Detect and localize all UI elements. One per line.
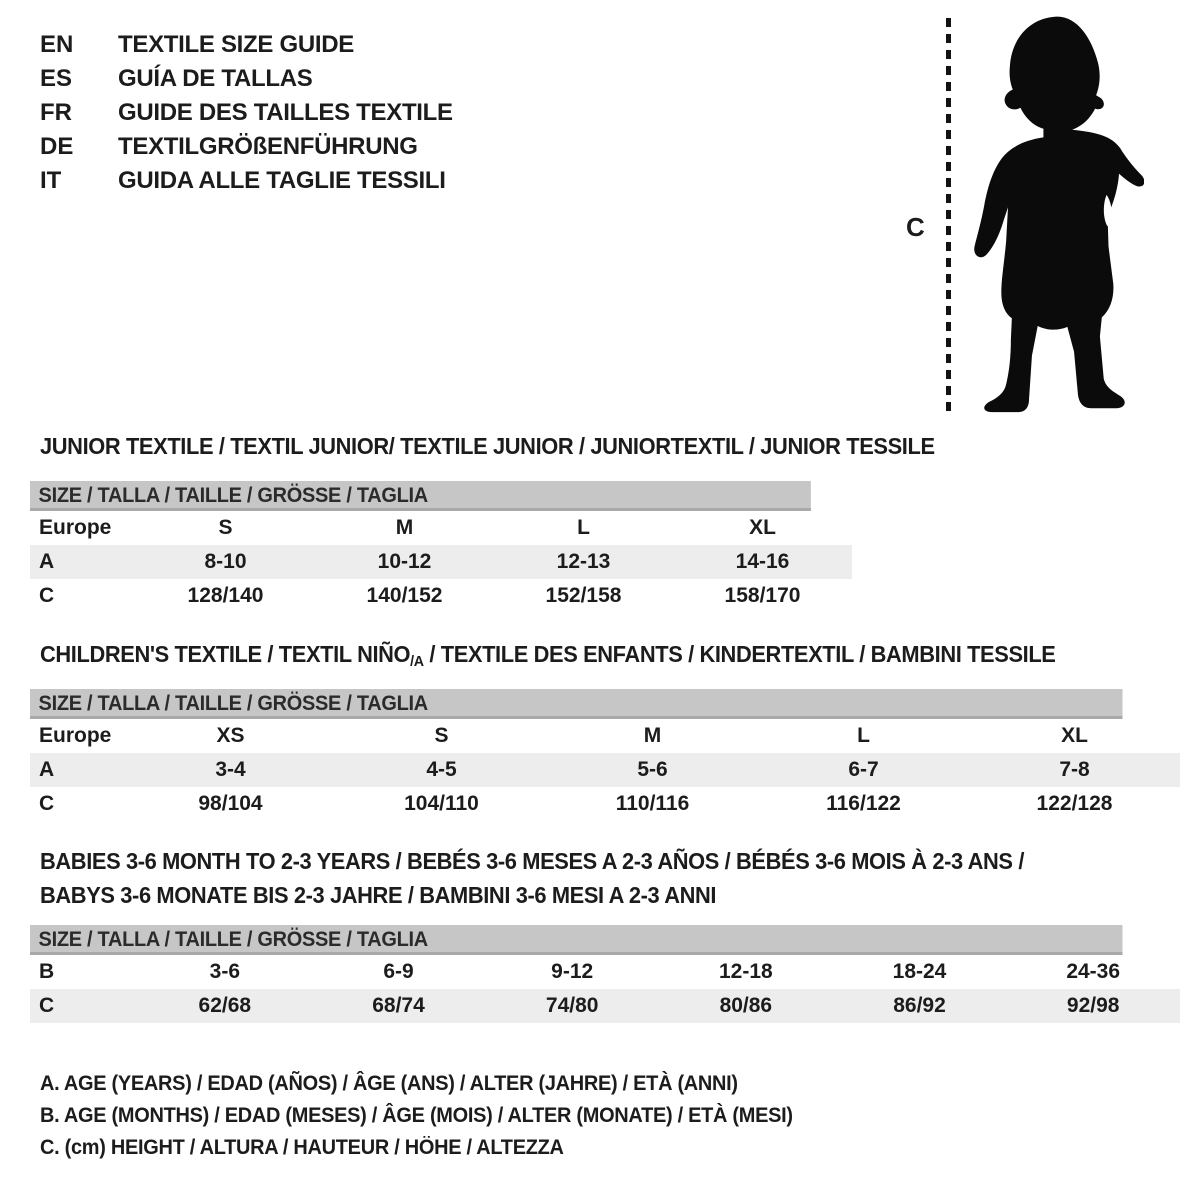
language-title: TEXTILE SIZE GUIDE xyxy=(118,31,354,58)
value-cell: 10-12 xyxy=(377,550,432,573)
value-cell: 12-13 xyxy=(556,550,611,573)
value-cell: 5-6 xyxy=(637,758,668,781)
value-cell: 152/158 xyxy=(545,584,622,607)
size-cell: XL xyxy=(749,516,776,539)
value-cell: 9-12 xyxy=(551,960,594,983)
value-cell: 3-6 xyxy=(209,960,241,983)
legend-line-b: B. AGE (MONTHS) / EDAD (MESES) / ÂGE (MOIS) / ALTER (MONATE) / ETÀ (MESI) xyxy=(40,1104,793,1127)
value-cell: 122/128 xyxy=(1036,792,1113,815)
language-row-fr xyxy=(40,96,453,130)
value-cell: 74/80 xyxy=(545,994,599,1017)
age-row xyxy=(30,545,852,579)
size-cell: S xyxy=(434,724,449,747)
size-labels-row xyxy=(30,511,852,545)
value-cell: 116/122 xyxy=(826,792,901,815)
value-cell: 140/152 xyxy=(366,584,443,607)
size-cell: M xyxy=(643,724,662,747)
size-cell: S xyxy=(218,516,233,539)
region-label: Europe xyxy=(39,516,112,539)
value-cell: 80/86 xyxy=(719,994,773,1017)
language-title: GUÍA DE TALLAS xyxy=(118,65,313,92)
size-cell: L xyxy=(577,516,590,539)
babies-size-table xyxy=(30,925,1180,1023)
value-cell: 18-24 xyxy=(892,960,947,983)
language-row-en xyxy=(40,28,453,62)
size-header-band: SIZE / TALLA / TAILLE / GRÖSSE / TAGLIA xyxy=(30,481,811,511)
value-cell: 92/98 xyxy=(1066,994,1120,1017)
size-cell: L xyxy=(857,724,870,747)
value-cell: 110/116 xyxy=(615,792,690,815)
size-cell: XL xyxy=(1061,724,1088,747)
value-cell: 158/170 xyxy=(724,584,801,607)
children-title-subscript: /A xyxy=(410,653,424,670)
height-row xyxy=(30,787,1180,821)
language-code: ES xyxy=(40,65,73,92)
value-cell: 3-4 xyxy=(215,758,246,781)
row-label: A xyxy=(39,758,55,781)
region-label: Europe xyxy=(39,724,112,747)
size-header-band: SIZE / TALLA / TAILLE / GRÖSSE / TAGLIA xyxy=(30,689,1123,719)
junior-size-table xyxy=(30,481,852,613)
children-size-table xyxy=(30,689,1180,821)
junior-section-title: JUNIOR TEXTILE / TEXTIL JUNIOR/ TEXTILE JUNIOR / JUNIORTEXTIL / JUNIOR TESSILE xyxy=(40,433,935,459)
size-labels-row xyxy=(30,719,1180,753)
value-cell: 6-9 xyxy=(383,960,414,983)
value-cell: 68/74 xyxy=(372,994,425,1017)
language-code: FR xyxy=(40,99,72,126)
row-label: B xyxy=(39,960,55,983)
children-title-prefix: CHILDREN'S TEXTILE / TEXTIL NIÑO xyxy=(40,641,411,667)
children-section-title xyxy=(40,641,1056,670)
value-cell: 128/140 xyxy=(187,584,264,607)
row-label: C xyxy=(39,792,55,815)
row-label: C xyxy=(39,994,55,1017)
language-title-block xyxy=(40,28,453,198)
height-row xyxy=(30,579,852,613)
value-cell: 62/68 xyxy=(198,994,252,1017)
age-months-row xyxy=(30,955,1180,989)
babies-section-title-line1: BABIES 3-6 MONTH TO 2-3 YEARS / BEBÉS 3-6 MESES A 2-3 AÑOS / BÉBÉS 3-6 MOIS À 2-3 ANS / xyxy=(40,848,1025,874)
language-title: GUIDA ALLE TAGLIE TESSILI xyxy=(118,167,446,194)
language-code: IT xyxy=(40,167,62,194)
value-cell: 12-18 xyxy=(718,960,773,983)
value-cell: 86/92 xyxy=(893,994,946,1017)
language-title: TEXTILGRÖßENFÜHRUNG xyxy=(118,133,418,160)
row-label: C xyxy=(39,584,55,607)
legend-line-c: C. (cm) HEIGHT / ALTURA / HAUTEUR / HÖHE / ALTEZZA xyxy=(40,1136,564,1159)
value-cell: 14-16 xyxy=(735,550,790,573)
language-code: DE xyxy=(40,133,74,160)
babies-section-title-line2: BABYS 3-6 MONATE BIS 2-3 JAHRE / BAMBINI 3-6 MESI A 2-3 ANNI xyxy=(40,882,717,908)
language-title: GUIDE DES TAILLES TEXTILE xyxy=(118,99,453,126)
size-header-band: SIZE / TALLA / TAILLE / GRÖSSE / TAGLIA xyxy=(30,925,1123,955)
value-cell: 6-7 xyxy=(848,758,879,781)
size-cell: XS xyxy=(216,724,245,747)
language-row-es xyxy=(40,62,453,96)
legend-line-a: A. AGE (YEARS) / EDAD (AÑOS) / ÂGE (ANS) / ALTER (JAHRE) / ETÀ (ANNI) xyxy=(40,1072,738,1095)
children-title-suffix: / TEXTILE DES ENFANTS / KINDERTEXTIL / BAMBINI TESSILE xyxy=(423,641,1056,667)
legend-block xyxy=(40,1068,832,1164)
size-cell: M xyxy=(395,516,414,539)
height-measure-label: C xyxy=(906,212,925,242)
language-row-de xyxy=(40,130,453,164)
age-row xyxy=(30,753,1180,787)
height-dashed-line xyxy=(946,18,951,416)
value-cell: 7-8 xyxy=(1059,758,1090,781)
language-row-it xyxy=(40,164,453,198)
language-code: EN xyxy=(40,31,74,58)
height-row xyxy=(30,989,1180,1023)
value-cell: 104/110 xyxy=(404,792,479,815)
value-cell: 8-10 xyxy=(204,550,247,573)
row-label: A xyxy=(39,550,55,573)
baby-silhouette-image xyxy=(962,12,1144,414)
value-cell: 4-5 xyxy=(426,758,457,781)
value-cell: 98/104 xyxy=(198,792,263,815)
value-cell: 24-36 xyxy=(1066,960,1121,983)
